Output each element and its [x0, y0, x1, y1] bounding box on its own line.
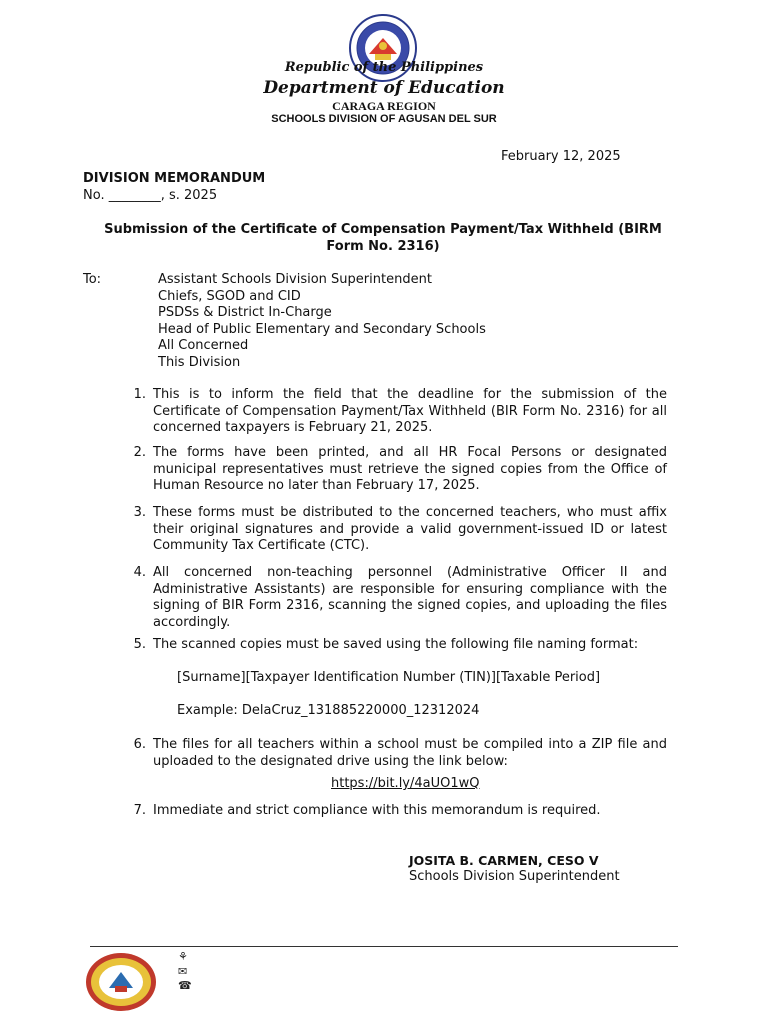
item-number: 4. — [133, 565, 146, 580]
signatory-title: Schools Division Superintendent — [409, 869, 620, 884]
item-number: 7. — [133, 803, 146, 818]
phone-icon: ☎ — [178, 979, 192, 992]
memo-subject: Submission of the Certificate of Compensation Payment/Tax Withheld (BIRM Form No. 2316) — [104, 222, 662, 254]
item-number: 3. — [133, 505, 146, 520]
item-number: 6. — [133, 737, 146, 752]
item-number: 2. — [133, 445, 146, 460]
recipient-item: PSDSs & District In-Charge — [158, 305, 332, 320]
memo-type: DIVISION MEMORANDUM — [83, 171, 266, 186]
upload-link[interactable]: https://bit.ly/4aUO1wQ — [331, 776, 480, 791]
item-number: 5. — [133, 637, 146, 652]
header-region: CARAGA REGION — [332, 99, 436, 113]
division-seal-icon — [85, 952, 157, 1012]
item-text: All concerned non-teaching personnel (Administrative Officer II and Administrative Assistants) are responsible for ensuring compliance with the signing of BIR Form 2316, scanning the signed copies, and uploading the files accordingly. — [153, 565, 667, 630]
recipient-item: This Division — [158, 354, 241, 370]
naming-format: [Surname][Taxpayer Identification Number (TIN)][Taxable Period] — [177, 670, 601, 685]
memo-number: No. ________, s. 2025 — [83, 188, 218, 203]
item-text: The scanned copies must be saved using the following file naming format: — [153, 637, 639, 652]
recipient-list — [158, 272, 486, 371]
header-division: SCHOOLS DIVISION OF AGUSAN DEL SUR — [271, 113, 497, 125]
header-department: Department of Education — [263, 78, 505, 98]
memo-date: February 12, 2025 — [501, 149, 621, 164]
recipient-item: Assistant Schools Division Superintendent — [158, 272, 432, 287]
item-text: Immediate and strict compliance with this memorandum is required. — [153, 803, 601, 818]
footer-divider — [90, 946, 678, 947]
location-icon: ⚘ — [178, 950, 188, 963]
naming-example: Example: DelaCruz_131885220000_12312024 — [177, 703, 480, 718]
signatory-name: JOSITA B. CARMEN, CESO V — [409, 853, 599, 868]
recipient-item: Head of Public Elementary and Secondary Schools — [158, 321, 486, 337]
item-text: The files for all teachers within a school must be compiled into a ZIP file and uploaded to the designated drive using the link below: — [153, 737, 667, 769]
to-label: To: — [83, 272, 102, 287]
item-text: The forms have been printed, and all HR Focal Persons or designated municipal representatives must retrieve the signed copies from the Office of Human Resource no later than February 17, 2025. — [153, 445, 667, 493]
recipient-item: Chiefs, SGOD and CID — [158, 288, 301, 304]
item-number: 1. — [133, 387, 146, 402]
header-republic: Republic of the Philippines — [284, 60, 484, 75]
recipient-item: All Concerned — [158, 338, 249, 353]
item-text: These forms must be distributed to the concerned teachers, who must affix their original signatures and provide a valid government-issued ID or latest Community Tax Certificate (CTC). — [153, 505, 667, 553]
email-icon: ✉ — [178, 965, 188, 978]
item-text: This is to inform the field that the deadline for the submission of the Certificate of Compensation Payment/Tax Withheld (BIR Form No. 2316) for all concerned taxpayers is February 21, 2025. — [153, 387, 667, 435]
